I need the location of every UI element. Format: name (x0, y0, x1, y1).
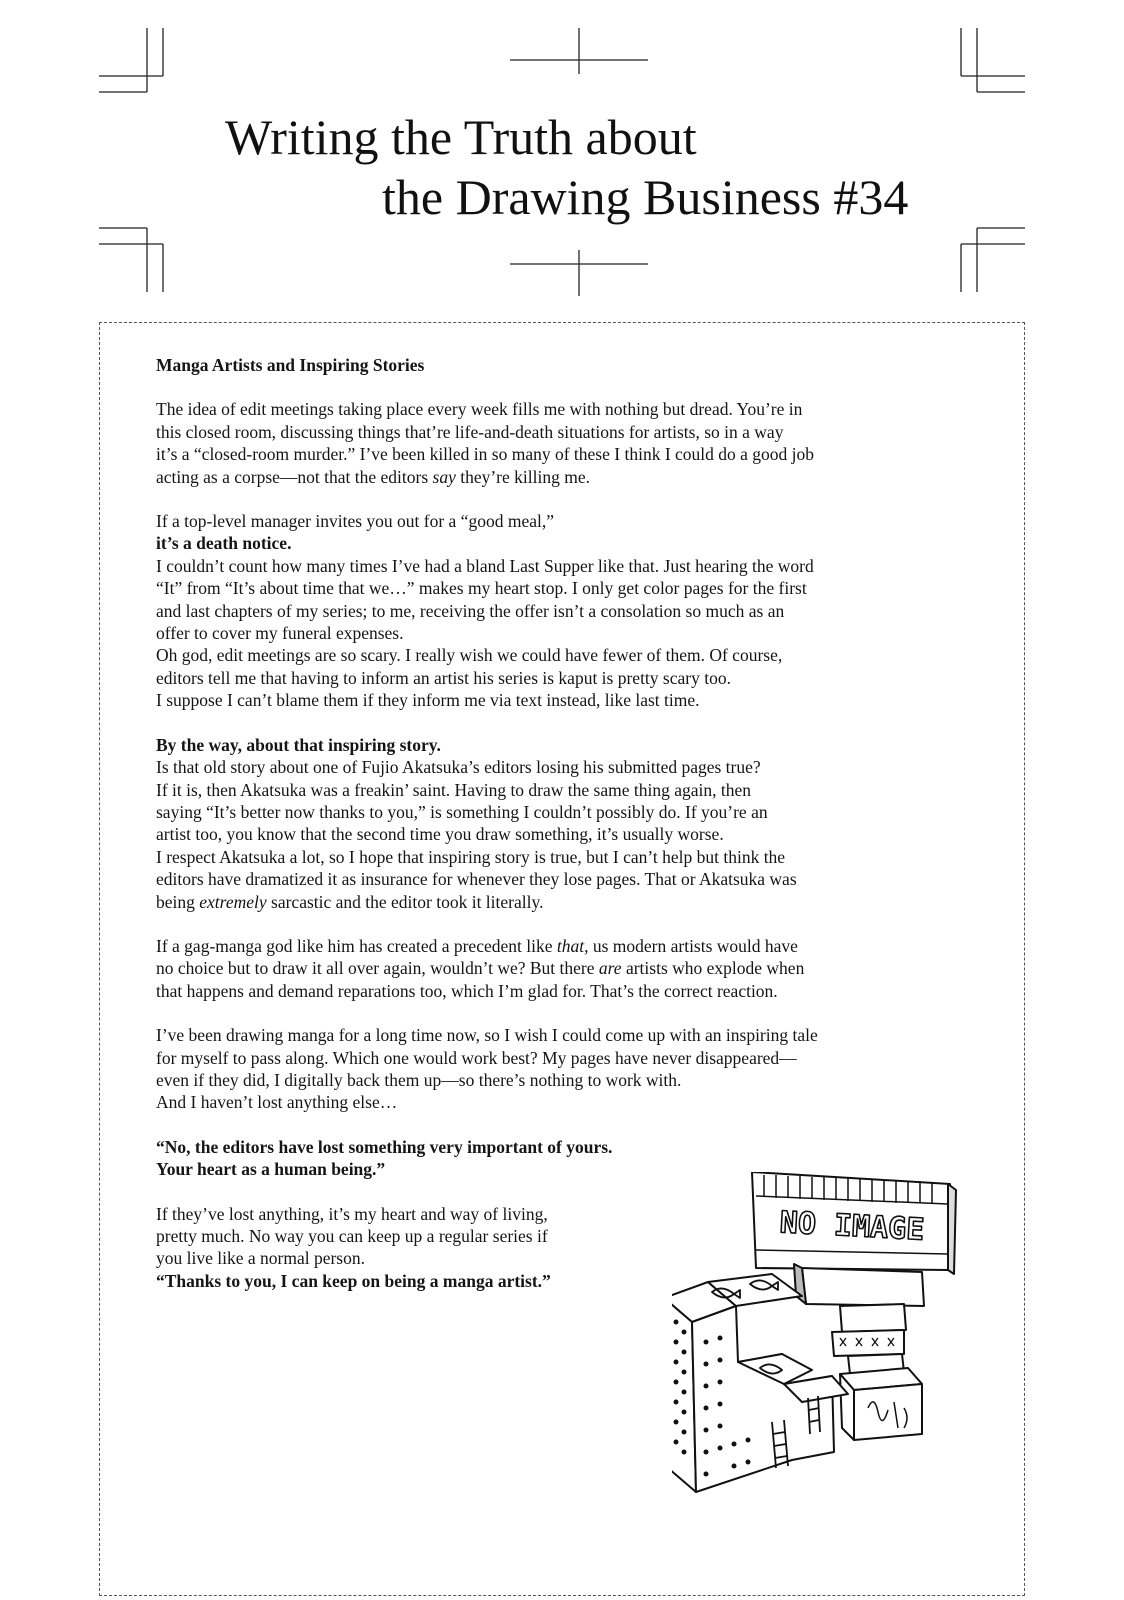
text-line: Is that old story about one of Fujio Akatsuka’s editors losing his submitted pages true? (156, 757, 761, 778)
text-line: If they’ve lost anything, it’s my heart and way of living, (156, 1203, 548, 1224)
text-line: this closed room, discussing things that’re life-and-death situations for artists, so in a way (156, 421, 784, 442)
text-line: artist too, you know that the second time you draw something, it’s usually worse. (156, 824, 724, 845)
bold-line: “No, the editors have lost something very important of yours. (156, 1136, 613, 1157)
paragraph-7 (156, 1203, 636, 1293)
text-line: saying “It’s better now thanks to you,” is something I couldn’t possibly do. If you’re an (156, 801, 768, 822)
article-heading: Manga Artists and Inspiring Stories (156, 355, 425, 375)
text-line: I couldn’t count how many times I’ve had a bland Last Supper like that. Just hearing the word (156, 555, 814, 576)
text-line: “It” from “It’s about time that we…” makes my heart stop. I only get color pages for the first (156, 578, 807, 599)
bold-line: it’s a death notice. (156, 533, 292, 554)
text-line: I respect Akatsuka a lot, so I hope that inspiring story is true, but I can’t help but think the (156, 846, 786, 867)
paragraph-3 (156, 734, 976, 913)
title-line-2: the Drawing Business #34 (382, 169, 909, 225)
text-line: no choice but to draw it all over again, wouldn’t we? But there are artists who explode when (156, 958, 805, 979)
text-line: even if they did, I digitally back them up—so there’s nothing to work with. (156, 1069, 682, 1090)
page-title (0, 100, 1124, 240)
text-line: If a gag-manga god like him has created a precedent like that, us modern artists would have (156, 935, 798, 956)
text-line: being extremely sarcastic and the editor took it literally. (156, 891, 544, 912)
bold-line: “Thanks to you, I can keep on being a manga artist.” (156, 1270, 551, 1291)
paragraph-1 (156, 398, 976, 488)
boxes-illustration (672, 1172, 972, 1502)
paragraph-4 (156, 935, 976, 1002)
text-line: If a top-level manager invites you out for a “good meal,” (156, 511, 554, 532)
sign-text: NO IMAGE (779, 1205, 926, 1248)
paragraph-5 (156, 1024, 976, 1114)
text-line: that happens and demand reparations too, which I’m glad for. That’s the correct reaction. (156, 980, 778, 1001)
text-line: editors have dramatized it as insurance for whenever they lose pages. That or Akatsuka was (156, 869, 797, 890)
text-line: pretty much. No way you can keep up a regular series if (156, 1226, 548, 1246)
paragraph-2 (156, 510, 976, 712)
text-line: it’s a “closed-room murder.” I’ve been killed in so many of these I think I could do a good job (156, 444, 815, 465)
text-line: editors tell me that having to inform an artist his series is kaput is pretty scary too. (156, 667, 731, 688)
text-line: I’ve been drawing manga for a long time now, so I wish I could come up with an inspiring tale (156, 1025, 818, 1046)
text-line: If it is, then Akatsuka was a freakin’ saint. Having to draw the same thing again, then (156, 779, 751, 800)
text-line: Oh god, edit meetings are so scary. I really wish we could have fewer of them. Of course, (156, 645, 783, 666)
text-line: The idea of edit meetings taking place every week fills me with nothing but dread. You’re in (156, 399, 803, 420)
text-line: you live like a normal person. (156, 1248, 365, 1269)
bold-line: Your heart as a human being.” (156, 1159, 386, 1180)
article-body (156, 354, 976, 1314)
text-line: and last chapters of my series; to me, receiving the offer isn’t a consolation so much as an (156, 600, 785, 621)
text-line: And I haven’t lost anything else… (156, 1092, 398, 1113)
text-line: offer to cover my funeral expenses. (156, 623, 404, 644)
text-line: for myself to pass along. Which one would work best? My pages have never disappeared— (156, 1047, 797, 1068)
text-line: I suppose I can’t blame them if they inform me via text instead, like last time. (156, 690, 700, 711)
title-line-1: Writing the Truth about (225, 109, 697, 165)
bold-line: By the way, about that inspiring story. (156, 734, 441, 755)
text-line: acting as a corpse—not that the editors say they’re killing me. (156, 466, 590, 487)
